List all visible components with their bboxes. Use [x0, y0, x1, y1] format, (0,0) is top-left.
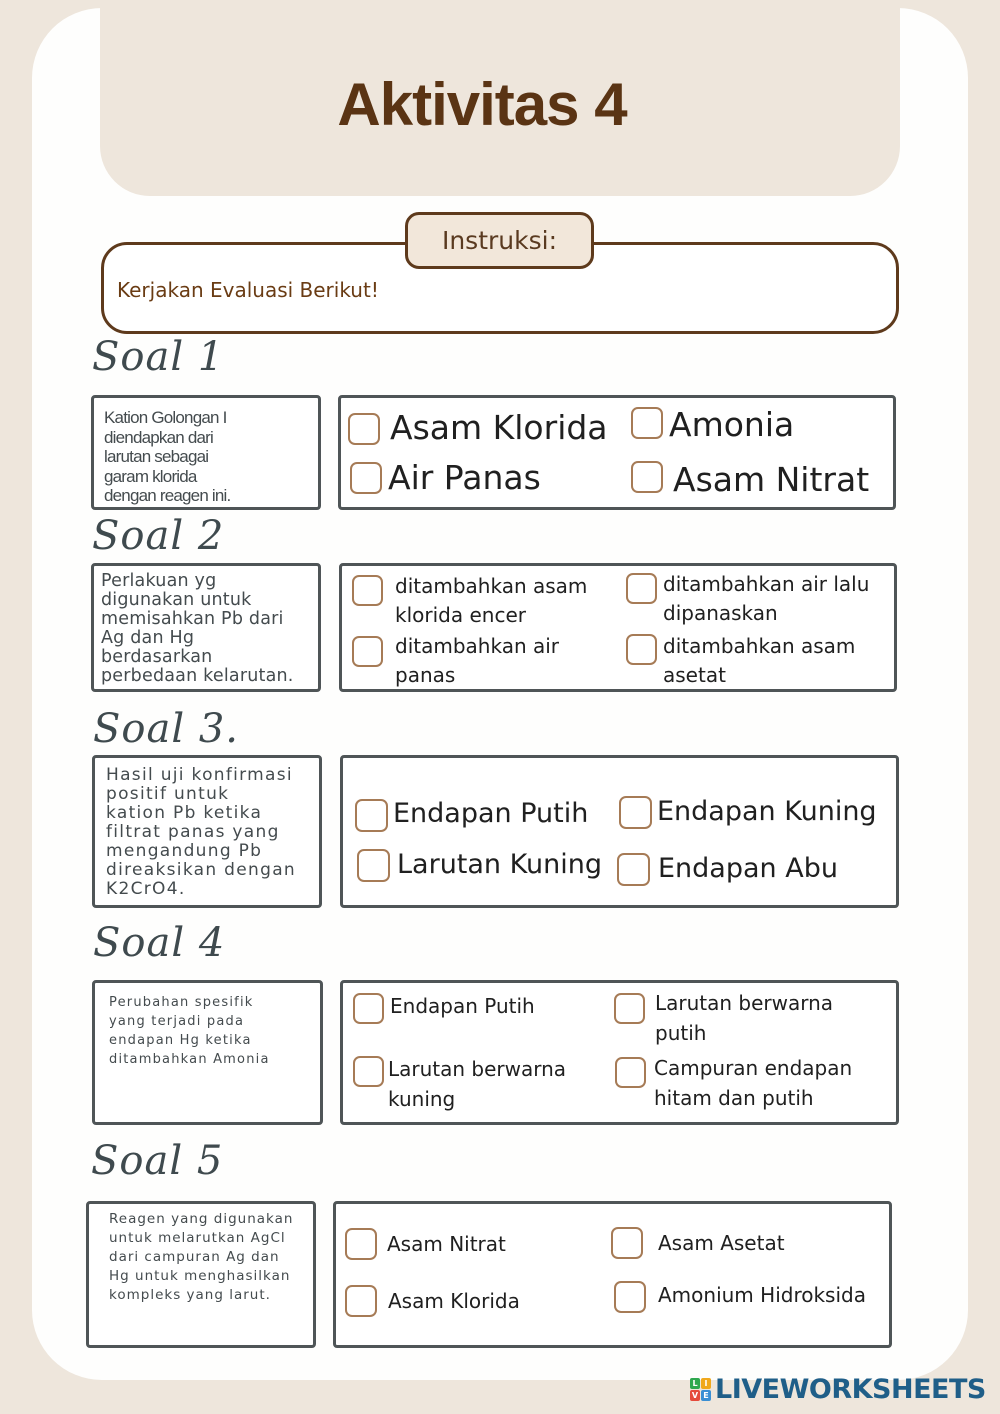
- answer-option[interactable]: [345, 1227, 506, 1261]
- checkbox[interactable]: [353, 1056, 384, 1087]
- answer-option[interactable]: [626, 632, 855, 690]
- option-label: Endapan Putih: [393, 798, 589, 829]
- question-heading: Soal 4: [93, 920, 226, 966]
- question-prompt: Perubahan spesifik yang terjadi pada endapan Hg ketika ditambahkan Amonia: [92, 980, 323, 1125]
- answer-option[interactable]: [617, 851, 838, 887]
- answer-box: [340, 755, 899, 908]
- option-label: Amonia: [669, 405, 795, 444]
- answer-box: [340, 980, 899, 1125]
- liveworksheets-brand[interactable]: [690, 1374, 986, 1405]
- answer-option[interactable]: [352, 572, 587, 630]
- answer-option[interactable]: [631, 405, 794, 445]
- option-label: ditambahkan asam klorida encer: [395, 574, 588, 627]
- checkbox[interactable]: [617, 853, 650, 886]
- answer-option[interactable]: [350, 458, 541, 498]
- checkbox[interactable]: [352, 636, 383, 667]
- answer-option[interactable]: [353, 991, 535, 1024]
- answer-box: [338, 395, 896, 510]
- logo-letter: I: [701, 1378, 711, 1389]
- answer-option[interactable]: [615, 1053, 852, 1113]
- option-label: Amonium Hidroksida: [658, 1283, 866, 1307]
- answer-option[interactable]: [355, 796, 588, 832]
- brand-name: LIVEWORKSHEETS: [715, 1374, 986, 1405]
- option-label: ditambahkan asam asetat: [663, 634, 856, 687]
- instruction-text: Kerjakan Evaluasi Berikut!: [117, 278, 379, 302]
- answer-box: [333, 1201, 892, 1348]
- option-label: Larutan berwarna kuning: [388, 1057, 567, 1111]
- checkbox[interactable]: [355, 799, 388, 832]
- option-label: Air Panas: [388, 458, 541, 497]
- checkbox[interactable]: [619, 796, 652, 829]
- answer-box: [339, 563, 897, 692]
- checkbox[interactable]: [345, 1228, 377, 1260]
- option-label: Larutan berwarna putih: [655, 991, 834, 1045]
- option-label: ditambahkan air lalu dipanaskan: [663, 572, 870, 625]
- option-label: Endapan Abu: [658, 853, 838, 884]
- option-label: Asam Klorida: [390, 408, 608, 447]
- checkbox[interactable]: [626, 634, 657, 665]
- answer-option[interactable]: [353, 1054, 566, 1114]
- question-prompt: Kation Golongan I diendapkan dari larutan sebagai garam klorida dengan reagen ini.: [91, 395, 321, 510]
- answer-option[interactable]: [614, 1278, 866, 1313]
- checkbox[interactable]: [352, 575, 383, 606]
- liveworksheets-logo-icon: [690, 1378, 711, 1401]
- option-label: Asam Asetat: [658, 1231, 785, 1255]
- question-heading: Soal 1: [92, 334, 225, 380]
- checkbox[interactable]: [631, 461, 663, 493]
- logo-letter: V: [691, 1391, 699, 1400]
- checkbox[interactable]: [350, 462, 382, 494]
- checkbox[interactable]: [611, 1227, 643, 1259]
- answer-option[interactable]: [614, 988, 833, 1048]
- option-label: Larutan Kuning: [397, 849, 602, 880]
- checkbox[interactable]: [348, 413, 380, 445]
- answer-option[interactable]: [611, 1226, 785, 1260]
- checkbox[interactable]: [614, 993, 645, 1024]
- option-label: ditambahkan air panas: [395, 634, 560, 687]
- option-label: Endapan Putih: [390, 994, 535, 1018]
- question-prompt: Perlakuan yg digunakan untuk memisahkan Pb dari Ag dan Hg berdasarkan perbedaan kelarutan.: [91, 563, 321, 692]
- checkbox[interactable]: [357, 849, 390, 882]
- logo-letter: L: [690, 1378, 700, 1389]
- question-heading: Soal 3.: [93, 706, 240, 752]
- page-title: Aktivitas 4: [337, 71, 627, 138]
- answer-option[interactable]: [345, 1284, 520, 1318]
- checkbox[interactable]: [615, 1057, 646, 1088]
- checkbox[interactable]: [626, 573, 657, 604]
- checkbox[interactable]: [353, 993, 384, 1024]
- answer-option[interactable]: [619, 794, 877, 830]
- checkbox[interactable]: [631, 407, 663, 439]
- question-heading: Soal 2: [92, 513, 225, 559]
- question-prompt: Hasil uji konfirmasi positif untuk kation Pb ketika filtrat panas yang mengandung Pb direaksikan dengan K2CrO4.: [92, 755, 322, 908]
- answer-option[interactable]: [357, 847, 602, 883]
- question-heading: Soal 5: [91, 1138, 224, 1184]
- logo-letter: E: [701, 1390, 711, 1401]
- option-label: Asam Nitrat: [673, 460, 870, 499]
- question-prompt: Reagen yang digunakan untuk melarutkan AgCl dari campuran Ag dan Hg untuk menghasilkan kompleks yang larut.: [86, 1201, 316, 1348]
- option-label: Asam Nitrat: [387, 1232, 506, 1256]
- answer-option[interactable]: [626, 570, 869, 628]
- checkbox[interactable]: [614, 1281, 646, 1313]
- option-label: Asam Klorida: [388, 1289, 520, 1313]
- answer-option[interactable]: [352, 632, 559, 690]
- option-label: Campuran endapan hitam dan putih: [654, 1056, 853, 1110]
- checkbox[interactable]: [345, 1285, 377, 1317]
- option-label: Endapan Kuning: [657, 796, 877, 827]
- instruction-label: Instruksi:: [405, 212, 594, 269]
- answer-option[interactable]: [631, 460, 869, 500]
- answer-option[interactable]: [348, 408, 608, 448]
